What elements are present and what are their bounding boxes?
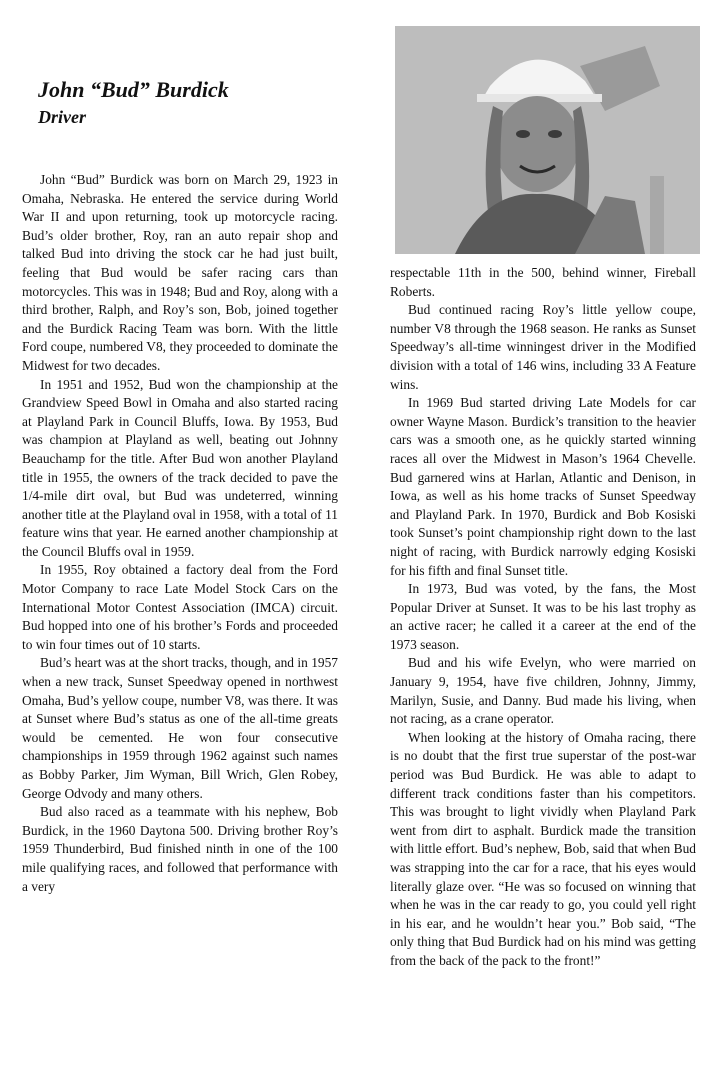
paragraph: Bud also raced as a teammate with his nephew, Bob Burdick, in the 1960 Daytona 500. Driving brother Roy’s 1959 Thunderbird, Bud finished ninth in one of the 100 mile qualifying races, and followed that performance with a very xyxy=(22,804,338,894)
right-column xyxy=(390,264,696,971)
paragraph: Bud and his wife Evelyn, who were married on January 9, 1954, have five children, Johnny, Jimmy, Marilyn, Susie, and Danny. Bud made his living, when not racing, as a crane operator. xyxy=(390,655,696,727)
paragraph: In 1969 Bud started driving Late Models for car owner Wayne Mason. Burdick’s transition to the heavier cars was a smooth one, as he quickly started winning races all over the Midwest in Mason’s 1964 Chevelle. Bud garnered wins at Harlan, Atlantic and Denison, in Iowa, as well as his home tracks of Sunset Speedway and Playland Park. In 1970, Burdick and Bob Kosiski took Sunset’s point championship right down to the last night of racing, with Burdick narrowly edging Kosiski for his fifth and final Sunset title. xyxy=(390,395,696,578)
page-subtitle: Driver xyxy=(38,107,86,127)
paragraph: Bud’s heart was at the short tracks, though, and in 1957 when a new track, Sunset Speedway opened in northwest Omaha, Bud’s yellow coupe, number V8, was there. It was at Sunset where Bud’s status as one of the all-time greats would be cemented. He won four consecutive championships in 1959 through 1962 against such names as Bobby Parker, Jim Wyman, Bill Wrich, Glen Robey, George Odvody and many others. xyxy=(22,655,338,801)
paragraph-continuation: respectable 11th in the 500, behind winner, Fireball Roberts. xyxy=(390,265,696,299)
portrait-photo-icon xyxy=(395,26,700,254)
paragraph: John “Bud” Burdick was born on March 29, 1923 in Omaha, Nebraska. He entered the service during World War II and upon returning, took up motorcycle racing. Bud’s older brother, Roy, ran an auto repair shop and talked Bud into driving the stock car he had just built, feeling that Bud would be safer racing cars than motorcycles. This was in 1948; Bud and Roy, along with a third brother, Ralph, and Roy’s son, Bob, joined together and the Burdick Racing Team was born. With the little Ford coupe, numbered V8, they proceeded to dominate the Midwest for two decades. xyxy=(22,172,338,373)
paragraph: Bud continued racing Roy’s little yellow coupe, number V8 through the 1968 season. He ranks as Sunset Speedway’s all-time winningest driver in the Modified division with a total of 146 wins, including 33 A Feature wins. xyxy=(390,302,696,392)
paragraph: In 1973, Bud was voted, by the fans, the Most Popular Driver at Sunset. It was to be his last trophy as an active racer; he called it a career at the end of the 1973 season. xyxy=(390,581,696,652)
paragraph: When looking at the history of Omaha racing, there is no doubt that the first true superstar of the post-war period was Bud Burdick. He was able to adapt to different track conditions faster than his competitors. This was brought to light vividly when Playland Park went from dirt to asphalt. Burdick made the transition with little effort. Bud’s nephew, Bob, said that when Bud was strapping into the car for a race, that his eyes would literally glaze over. “He was so focused on winning that when he was in the car ready to go, you could yell right in his ear, and he wouldn’t hear you.” Bob said, “The only thing that Bud Burdick had on his mind was getting from the back of the pack to the front!” xyxy=(390,729,696,968)
paragraph: In 1951 and 1952, Bud won the championship at the Grandview Speed Bowl in Omaha and also started racing at Playland Park in Council Bluffs, Iowa. By 1953, Bud was champion at Playland as well, beating out Johnny Beauchamp for the title. After Bud won another Playland title in 1955, the owners of the track decided to pave the 1/4-mile dirt oval, but Bud was undeterred, winning another title at the Playland oval in 1958, with a total of 11 feature wins that year. He earned another championship at the Council Bluffs oval in 1959. xyxy=(22,376,338,559)
left-column xyxy=(22,171,338,896)
paragraph: In 1955, Roy obtained a factory deal from the Ford Motor Company to race Late Model Stock Cars on the International Motor Contest Association (IMCA) circuit. Bud hopped into one of his brother’s Fords and proceeded to win four times out of 10 starts. xyxy=(22,562,338,652)
page-title: John “Bud” Burdick xyxy=(38,77,229,102)
portrait-photo xyxy=(395,26,700,254)
